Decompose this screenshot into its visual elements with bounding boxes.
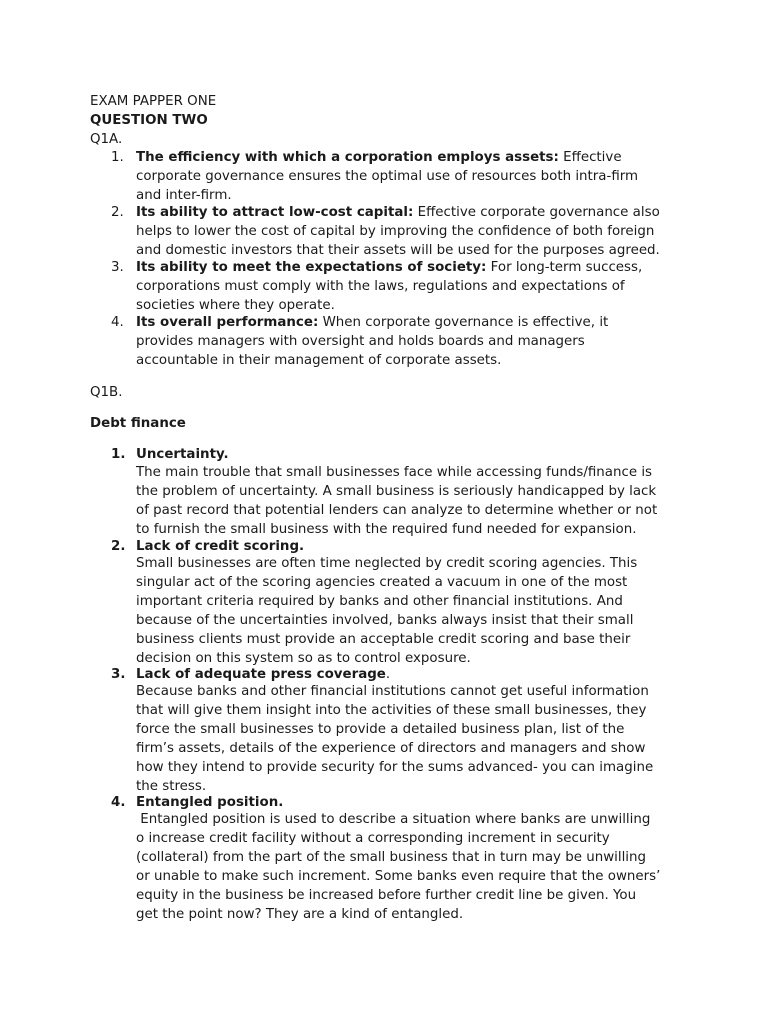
q1a-item-4-line: accountable in their management of corporate assets. [136,353,502,368]
section-heading: Debt finance [90,416,186,431]
q1b-item-4-heading: Entangled position. [136,795,284,810]
q1b-item-2-line: because of the uncertainties involved, banks always insist that their small [136,613,634,628]
q1b-item-1-number: 1. [111,447,126,462]
q1b-item-3-line: Because banks and other financial institutions cannot get useful information [136,684,649,699]
q1b-item-3-line: that will give them insight into the activities of these small businesses, they [136,703,647,718]
q1a-item-2-line: and domestic investors that their assets will be used for the purposes agreed. [136,243,660,258]
q1b-item-4-line: o increase credit facility without a corresponding increment in security [136,831,610,846]
q1a-label: Q1A. [90,132,123,147]
q1a-item-3-line: corporations must comply with the laws, regulations and expectations of [136,279,625,294]
q1b-item-2-line: business clients must provide an acceptable credit scoring and base their [136,632,631,647]
q1b-item-2-line: decision on this system so as to control exposure. [136,651,471,666]
q1a-item-2-first-line [136,203,660,222]
q1a-item-2-heading: Its ability to attract low-cost capital: [136,205,414,220]
q1b-item-2-line: Small businesses are often time neglected by credit scoring agencies. This [136,556,638,571]
q1a-item-1-heading: The efficiency with which a corporation employs assets: [136,150,559,165]
q1b-item-3-line: how they intend to provide security for the sums advanced- you can imagine [136,760,654,775]
q1a-item-3-text: For long-term success, [486,260,643,275]
q1b-item-1-line: of past record that potential lenders can analyze to determine whether or not [136,503,658,518]
q1b-item-3-line: the stress. [136,779,207,794]
q1b-item-4-line: or unable to make such increment. Some banks even require that the owners’ [136,869,661,884]
q1b-item-1-line: The main trouble that small businesses face while accessing funds/finance is [136,465,653,480]
q1b-item-3-heading-suffix: . [385,667,391,682]
q1b-item-4-number: 4. [111,795,126,810]
q1b-item-3-line: firm’s assets, details of the experience of directors and managers and show [136,741,646,756]
q1a-item-2-line: helps to lower the cost of capital by improving the confidence of both foreign [136,224,655,239]
q1b-item-3-line: force the small businesses to provide a detailed business plan, list of the [136,722,625,737]
q1a-item-3-line: societies where they operate. [136,298,335,313]
q1a-item-4-number: 4. [111,315,124,330]
q1a-item-1-text: Effective [558,150,622,165]
exam-title: EXAM PAPPER ONE [90,94,217,109]
q1b-item-2-line: singular act of the scoring agencies created a vacuum in one of the most [136,575,628,590]
q1b-item-4-line: (collateral) from the part of the small business that in turn may be unwilling [136,850,647,865]
q1a-item-1-number: 1. [111,150,124,165]
q1a-item-1-line: and inter-firm. [136,188,232,203]
q1a-item-4-line: provides managers with oversight and holds boards and managers [136,334,585,349]
q1a-item-1-first-line [136,148,622,167]
q1a-item-2-number: 2. [111,205,124,220]
question-title: QUESTION TWO [90,113,208,128]
q1b-item-4-line: get the point now? They are a kind of entangled. [136,907,464,922]
q1a-item-3-number: 3. [111,260,124,275]
q1a-item-4-text: When corporate governance is effective, it [318,315,609,330]
q1b-label: Q1B. [90,385,123,400]
q1b-item-3-heading: Lack of adequate press coverage [136,667,386,682]
q1b-item-1-line: the problem of uncertainty. A small business is seriously handicapped by lack [136,484,657,499]
q1a-item-1-line: corporate governance ensures the optimal use of resources both intra-firm [136,169,639,184]
q1b-item-1-line: to furnish the small business with the required fund needed for expansion. [136,522,637,537]
q1a-item-4-heading: Its overall performance: [136,315,319,330]
q1b-item-2-heading: Lack of credit scoring. [136,539,305,554]
q1a-item-3-first-line [136,258,642,277]
q1b-item-4-line: Entangled position is used to describe a situation where banks are unwilling [136,812,651,827]
q1b-item-3-number: 3. [111,667,126,682]
q1b-item-2-line: important criteria required by banks and other financial institutions. And [136,594,623,609]
q1a-item-2-text: Effective corporate governance also [413,205,660,220]
q1b-item-4-line: equity in the business be increased before further credit line be given. You [136,888,637,903]
q1b-item-2-number: 2. [111,539,126,554]
q1b-item-1-heading: Uncertainty. [136,447,229,462]
q1a-item-4-first-line [136,313,608,332]
q1a-item-3-heading: Its ability to meet the expectations of society: [136,260,487,275]
